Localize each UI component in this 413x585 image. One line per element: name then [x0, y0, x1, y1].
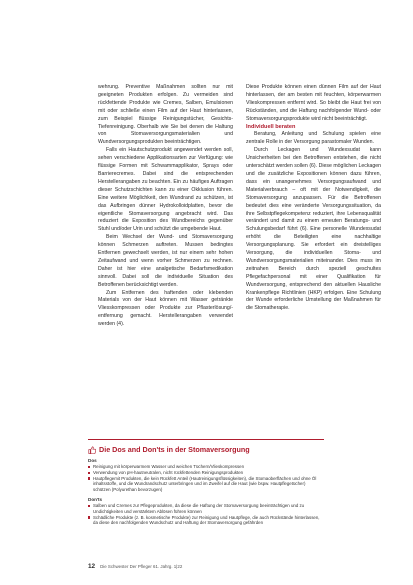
- paragraph: wehrung. Preventive Maßnahmen sollten nur mit geeigneten Produkten erfolgen. Zu vermeiden sind rückfettende Produkte wie Cremes, Salben, Emulsionen mit oder schließe einen Film auf der Haut hinterlassen, zum Beispiel flüssige Reinigungstücher, Gesichts-Tiefenreinigung. Oberhalb wie Sie bei denen die Haltung von Stomaversorgungsmaterialien und Wundversorgungsprodukten beeinträchtigen.: [98, 84, 233, 146]
- list-item: Schädliche Produkte (z. B. kosmetische Produkte) zur Reinigung und Hautpflege, die auch Rückstände hinterlassen, da diese den nachfolgenden Wundschutz und Haftung der Stomaversorgung gefährden: [88, 515, 324, 527]
- section-heading: Individuell beraten: [246, 123, 296, 130]
- list-item: Hautpflegemit Produkten, die kein Rückfett Anteil (Hautreinigungsflüssigkeiten), die Stomaoberflächen und ohne Öl inhaltsstoffe, und die Wundrandschutz unterbringen und im Zweifel auf die Haut (wie bspw. Hautpflegetücher) schützen (Polyurethan bevorzugen): [88, 476, 324, 493]
- thumb-icon: [88, 446, 96, 454]
- article-column-right: [246, 84, 381, 313]
- publication-info: Die Schwester Der Pfleger 61. Jahrg. 1|22: [100, 564, 183, 569]
- donts-list: [88, 503, 324, 526]
- list-item: Reinigung mit körperwarmem Wasser und weichen Tüchern/Vlieskompressen: [88, 464, 324, 470]
- info-box-title: Die Dos and Don'ts in der Stomaversorgung: [99, 445, 250, 454]
- info-box: [88, 439, 324, 548]
- donts-label: Don'ts: [88, 496, 103, 502]
- paragraph: Zum Entfernen des haftenden oder klebenden Materials von der Haut können mit Wasser getränkte Vliesskompressen oder Produkte zur Pflasterlösung/-entfernung gemacht. Herstellerangaben verwendet werden (4).: [98, 289, 233, 328]
- dos-list: [88, 464, 324, 493]
- list-item: Verwendung von pH-hautneutralen, nicht rückfettenden Reinigungsprodukten: [88, 470, 324, 476]
- paragraph: Diese Produkte können einen dünnen Film auf der Haut hinterlassen, der am besten mit feuchten, körperwarmen Vlieskompressen entfernt wird. So bleibt die Haut frei von Rückständen, und die Haftung nachfolgender Wund- oder Stomaversorgungsprodukte wird nicht beeinträchtigt.: [246, 84, 381, 122]
- paragraph: Beratung, Anleitung und Schulung spielen eine zentrale Rolle in der Versorgung parastomaler Wunden.: [246, 131, 381, 146]
- dos-label: Dos: [88, 458, 97, 463]
- paragraph: Falls ein Hautschutzprodukt angewendet werden soll, sehen verschiedene Applikationsarten zur Verfügung: wie flüssige Formen mit Schwammapplikator, Sprays oder Barrierecremes. Dabei sind die entsprechenden Herstellerangaben zu beachten. Ein zu häufiges Auftragen dieser Schutzschichten kann zu einer Okklusion führen. Eine weitere Möglichkeit, den Wundrand zu schützen, ist das Aufbringen dünner Hydrokolloidplatten, bevor die eigentliche Stomaversorgung angebracht wird. Das reduziert die Exposition des Wundbereichs gegenüber Stuhl und/oder Urin und schützt die umgebende Haut.: [98, 147, 233, 233]
- page-footer: [88, 563, 182, 570]
- paragraph: Beim Wechsel der Wund- und Stomaversorgung können Schmerzen auftreten. Mussen bedingtes Entfernen gewechselt werden, ist nur einem sehr hohen Zeitaufwand und wenn vorher Schmerzen zu rechnen. Daher ist hier eine analgetische Bedarfsmedikation sinnvoll. Dabei soll die individuelle Situation des Betroffenen berücksichtigt werden.: [98, 234, 233, 288]
- paragraph: Durch Leckagen und Wundexsudat kann Unsicherheiten bei den Betroffenen entstehen, die nicht unterschätzt werden sollen (6). Diese möglichen Leckagen und die zusätzliche Expositionen können dazu führen, dass ein unangenehmes Versorgungsaufwand und Materialverbrauch – oft mit der Notwendigkeit, die Stomaversorgung anzupassen. Für die Betroffenen bedeutet dies eine veränderte Versorgungssituation, da ihre Selbstpflegekompetenz reduziert, ihre Lebensqualität verändert und damit zu einem erneuten Beratungs- und Schulungsbedarf führt (6). Eine personelle Wundexsudat erhöht die Beteiligten eine nachhaltige Versorgungsplanung. Sie erfordert ein dreistelliges Versorgung, die individuellen Stoma- und Wundversorgungsmaterialien miteinander. Dies muss im zeitnahen Bereich durch speziell geschultes Pflegefachpersonal mit einer Qualifikation für Wundversorgung, entsprechend den aktuellen Hausliche Krankenpflege Richtlinien (HKP) erfolgen. Eine Schulung der Wunde erforderliche Umstellung der Maßnahmen für die Stomatherapie.: [246, 147, 381, 312]
- page-number: 12: [88, 563, 96, 570]
- info-box-header: [88, 445, 324, 454]
- list-item: Salben und Cremes zur Pflegeprodukten, da diese die Haftung der Stomaversorgung beeinträchtigen und zu Undichtigkeiten und verstärktem Ablösen führen können: [88, 503, 324, 515]
- article-column-left: [98, 84, 233, 329]
